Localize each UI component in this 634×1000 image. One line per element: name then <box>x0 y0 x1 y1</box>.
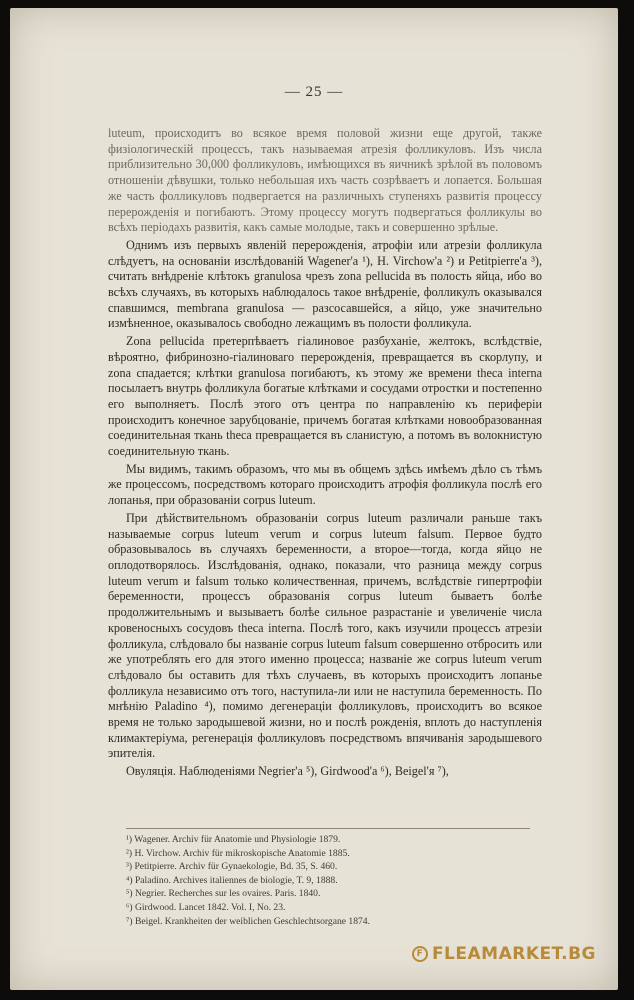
footnote: ⁶) Girdwood. Lancet 1842. Vol. I, No. 23. <box>126 901 286 913</box>
paragraph-5: При дѣйствительномъ образованiи corpus luteum различали раньше такъ называемые corpus luteum verum и corpus luteum falsum. Первое будто образовывалось въ случаяхъ беременности, а второе—тогда, когда яйцо не оплодотворялось. Изслѣдованiя, однако, показали, что разница между corpus luteum verum и falsum только количественная, причемъ, вслѣдствiе гипертрофiи беременности, процессъ образованiя corpus luteum бываетъ болѣе продолжительнымъ и вызываетъ болѣе сильное разрастанiе и увеличенiе числа кровеносныхъ сосудовъ theca interna. Послѣ того, какъ изучили процессъ атрезiи фолликула, слѣдовало бы названiе corpus luteum falsum совершенно отбросить или же употреблять его для этого именно процесса; названiе же corpus luteum verum слѣдовало бы оставить для тѣхъ случаевъ, въ которыхъ происходитъ лопанье фолликула независимо отъ того, наступила-ли или не наступила беременность. По мнѣнiю Paladino ⁴), помимо дегенерацiи фолликуловъ, происходитъ во всякое время не только зародышевой жизни, но и послѣ рожденiя, вплоть до наступленiя климактерiума, регенерацiя фолликуловъ посредствомъ впячиванiя зародышевого эпителiя. <box>108 510 542 761</box>
paragraph-6-start: Овуляцiя. Наблюденiями Negrier'a ⁵), Girdwood'a ⁶), Beigel'я ⁷), <box>126 764 449 779</box>
footnote: ⁷) Beigel. Krankheiten der weiblichen Geschlechtsorgane 1874. <box>126 915 370 927</box>
paragraph-4: Мы видимъ, такимъ образомъ, что мы въ общемъ здѣсь имѣемъ дѣло съ тѣмъ же процессомъ, посредствомъ котораго происходитъ атрофiя фолликула послѣ его лопанья, при образованiи corpus luteum. <box>108 461 542 508</box>
footnote: ³) Petitpierre. Archiv für Gynaekologie, Bd. 35, S. 460. <box>126 861 338 873</box>
paragraph-2: Однимъ изъ первыхъ явленiй перерожденiя, атрофiи или атрезiи фолликула слѣдуетъ, на основанiи изслѣдованiй Wagener'a ¹), H. Virchow'a ²) и Petitpierre'a ³), считать внѣдренiе клѣтокъ granulosa чрезъ zona pellucida въ полость яйца, ибо во всѣхъ случаяхъ, въ которыхъ наблюдалось такое внѣдренiе, фолликулъ оказывался спавшимся, membrana granulosa — разсосавшейся, а яйцо, уже значительно измѣненное, оказывалось свободно лежащимъ въ полости фолликула. <box>108 237 542 331</box>
book-page <box>10 8 618 990</box>
watermark-text: FLEAMARKET.BG <box>431 944 596 964</box>
paragraph-1: luteum, происходитъ во всякое время половой жизни еще другой, также физiологическiй процессъ, такъ называемая атрезiя фолликуловъ. Изъ числа приблизительно 30,000 фолликуловъ, имѣющихся въ яичникѣ зрѣлой въ половомъ отношенiи дѣвушки, только небольшая ихъ часть созрѣваетъ и лопается. Большая же часть фолликуловъ подвергается на различныхъ ступеняхъ развитiя процессу перерожденiя и погибаютъ. Этому процессу могутъ подвергаться фолликулы во всѣхъ перiодахъ развитiя, какъ самые молодые, такъ и совершенно зрѣлые. <box>108 126 542 235</box>
watermark <box>412 944 596 964</box>
footnote: ¹) Wagener. Archiv für Anatomie und Physiologie 1879. <box>126 834 341 845</box>
footnote: ²) H. Virchow. Archiv für mikroskopische Anatomie 1885. <box>126 847 350 859</box>
page-number: — 25 — <box>284 84 344 100</box>
footnote: ⁵) Negrier. Recherches sur les ovaires. Paris. 1840. <box>126 888 321 900</box>
footnotes <box>126 828 530 928</box>
page-body <box>108 126 542 782</box>
watermark-logo-icon: F <box>412 946 428 962</box>
footnote: ⁴) Paladino. Archives italiennes de biologie, T. 9, 1888. <box>126 874 338 886</box>
paragraph-3: Zona pellucida претерпѣваетъ гiалиновое разбуханiе, желтокъ, вслѣдствiе, вѣроятно, фибринозно-гiалиноваго перерожденiя, превращается въ скорлупу, и zona спадается; клѣтки granulosa погибаютъ, къ этому же времени theca interna посылаетъ внутрь фолликула богатые клѣтками и сосудами отростки и постепенно его выполняетъ. Послѣ этого отъ центра по направленiю къ периферiи происходитъ конечное зарубцованiе, причемъ богатая клѣтками новообразованная соединительная ткань theca превращается въ сланистую, а потомъ въ волокнистую соединительную ткань. <box>108 334 542 459</box>
